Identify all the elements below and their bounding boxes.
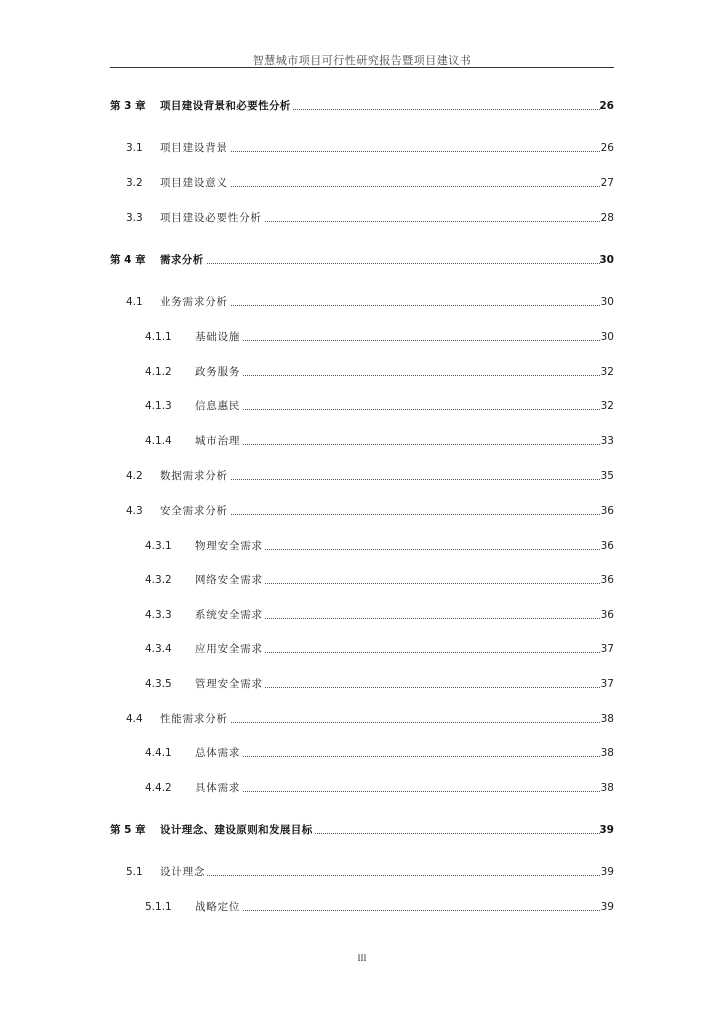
toc-entry-number: 第 3 章 [110,100,146,112]
toc-section-entry[interactable] [0,140,724,156]
toc-entry-number: 4.3 [126,505,143,517]
page-number: III [357,953,367,963]
toc-entry-page: 30 [599,254,614,266]
toc-entry-page: 36 [600,609,614,621]
toc-entry-title: 系统安全需求 [195,609,263,621]
toc-entry-page: 39 [600,901,614,913]
toc-entry-number: 4.3.1 [145,540,172,552]
toc-entry-page: 38 [600,782,614,794]
toc-entry-number: 4.1.1 [145,331,172,343]
toc-entry-title: 业务需求分析 [160,296,228,308]
toc-section-entry[interactable] [0,210,724,226]
toc-entry-title: 项目建设意义 [160,177,228,189]
toc-entry-title: 战略定位 [195,901,241,913]
toc-entry-page: 32 [600,400,614,412]
toc-entry-title: 基础设施 [195,331,241,343]
toc-entry-number: 第 4 章 [110,254,146,266]
toc-entry-number: 4.3.5 [145,678,172,690]
toc-entry-page: 32 [600,366,614,378]
toc-entry-number: 3.3 [126,212,143,224]
toc-subsection-entry[interactable] [0,607,724,623]
toc-entry-number: 4.3.4 [145,643,172,655]
toc-entry-title: 管理安全需求 [195,678,263,690]
toc-entry-number: 5.1 [126,866,143,878]
toc-subsection-entry[interactable] [0,433,724,449]
toc-entry-number: 3.2 [126,177,143,189]
toc-entry-title: 具体需求 [195,782,241,794]
toc-chapter-entry[interactable] [0,822,724,838]
toc-entry-title: 信息惠民 [195,400,241,412]
toc-entry-number: 3.1 [126,142,143,154]
toc-entry-title: 项目建设必要性分析 [160,212,262,224]
toc-entry-page: 38 [600,713,614,725]
toc-entry-page: 35 [600,470,614,482]
toc-entry-page: 39 [600,866,614,878]
toc-entry-title: 网络安全需求 [195,574,263,586]
toc-entry-page: 36 [600,540,614,552]
running-header: 智慧城市项目可行性研究报告暨项目建议书 [252,54,472,67]
toc-entry-title: 安全需求分析 [160,505,228,517]
toc-entry-page: 36 [600,505,614,517]
toc-entry-page: 36 [600,574,614,586]
toc-entry-page: 30 [600,331,614,343]
toc-entry-title: 需求分析 [160,254,204,266]
toc-subsection-entry[interactable] [0,572,724,588]
toc-section-entry[interactable] [0,503,724,519]
toc-entry-number: 4.1.4 [145,435,172,447]
toc-entry-page: 38 [600,747,614,759]
toc-entry-page: 39 [599,824,614,836]
toc-leader-dots [160,263,600,264]
toc-leader-dots [195,910,600,911]
toc-entry-page: 28 [600,212,614,224]
toc-leader-dots [195,340,600,341]
toc-entry-title: 设计理念 [160,866,206,878]
toc-entry-title: 数据需求分析 [160,470,228,482]
toc-chapter-entry[interactable] [0,98,724,114]
toc-entry-page: 30 [600,296,614,308]
toc-entry-number: 4.2 [126,470,143,482]
toc-section-entry[interactable] [0,294,724,310]
toc-subsection-entry[interactable] [0,538,724,554]
toc-section-entry[interactable] [0,468,724,484]
toc-section-entry[interactable] [0,711,724,727]
toc-subsection-entry[interactable] [0,780,724,796]
toc-subsection-entry[interactable] [0,364,724,380]
toc-entry-title: 应用安全需求 [195,643,263,655]
toc-section-entry[interactable] [0,864,724,880]
toc-entry-number: 4.3.3 [145,609,172,621]
toc-subsection-entry[interactable] [0,745,724,761]
toc-leader-dots [195,756,600,757]
toc-subsection-entry[interactable] [0,899,724,915]
toc-entry-title: 项目建设背景和必要性分析 [160,100,291,112]
header-rule [110,67,614,68]
toc-leader-dots [160,875,600,876]
toc-entry-number: 4.3.2 [145,574,172,586]
toc-leader-dots [195,791,600,792]
toc-entry-number: 第 5 章 [110,824,146,836]
toc-entry-page: 26 [600,142,614,154]
toc-leader-dots [195,375,600,376]
toc-entry-title: 物理安全需求 [195,540,263,552]
toc-leader-dots [195,444,600,445]
toc-entry-number: 4.1.2 [145,366,172,378]
toc-entry-page: 33 [600,435,614,447]
toc-section-entry[interactable] [0,175,724,191]
toc-entry-title: 城市治理 [195,435,241,447]
toc-subsection-entry[interactable] [0,398,724,414]
toc-leader-dots [195,409,600,410]
toc-entry-title: 性能需求分析 [160,713,228,725]
toc-entry-page: 37 [600,678,614,690]
toc-entry-number: 4.1 [126,296,143,308]
toc-entry-title: 项目建设背景 [160,142,228,154]
toc-entry-page: 27 [600,177,614,189]
toc-subsection-entry[interactable] [0,676,724,692]
toc-entry-title: 总体需求 [195,747,241,759]
toc-entry-title: 政务服务 [195,366,241,378]
toc-chapter-entry[interactable] [0,252,724,268]
toc-subsection-entry[interactable] [0,641,724,657]
toc-entry-number: 4.4 [126,713,143,725]
toc-entry-number: 4.4.2 [145,782,172,794]
toc-entry-number: 4.4.1 [145,747,172,759]
toc-entry-number: 4.1.3 [145,400,172,412]
toc-entry-number: 5.1.1 [145,901,172,913]
toc-entry-page: 37 [600,643,614,655]
toc-entry-page: 26 [599,100,614,112]
toc-subsection-entry[interactable] [0,329,724,345]
toc-entry-title: 设计理念、建设原则和发展目标 [160,824,313,836]
